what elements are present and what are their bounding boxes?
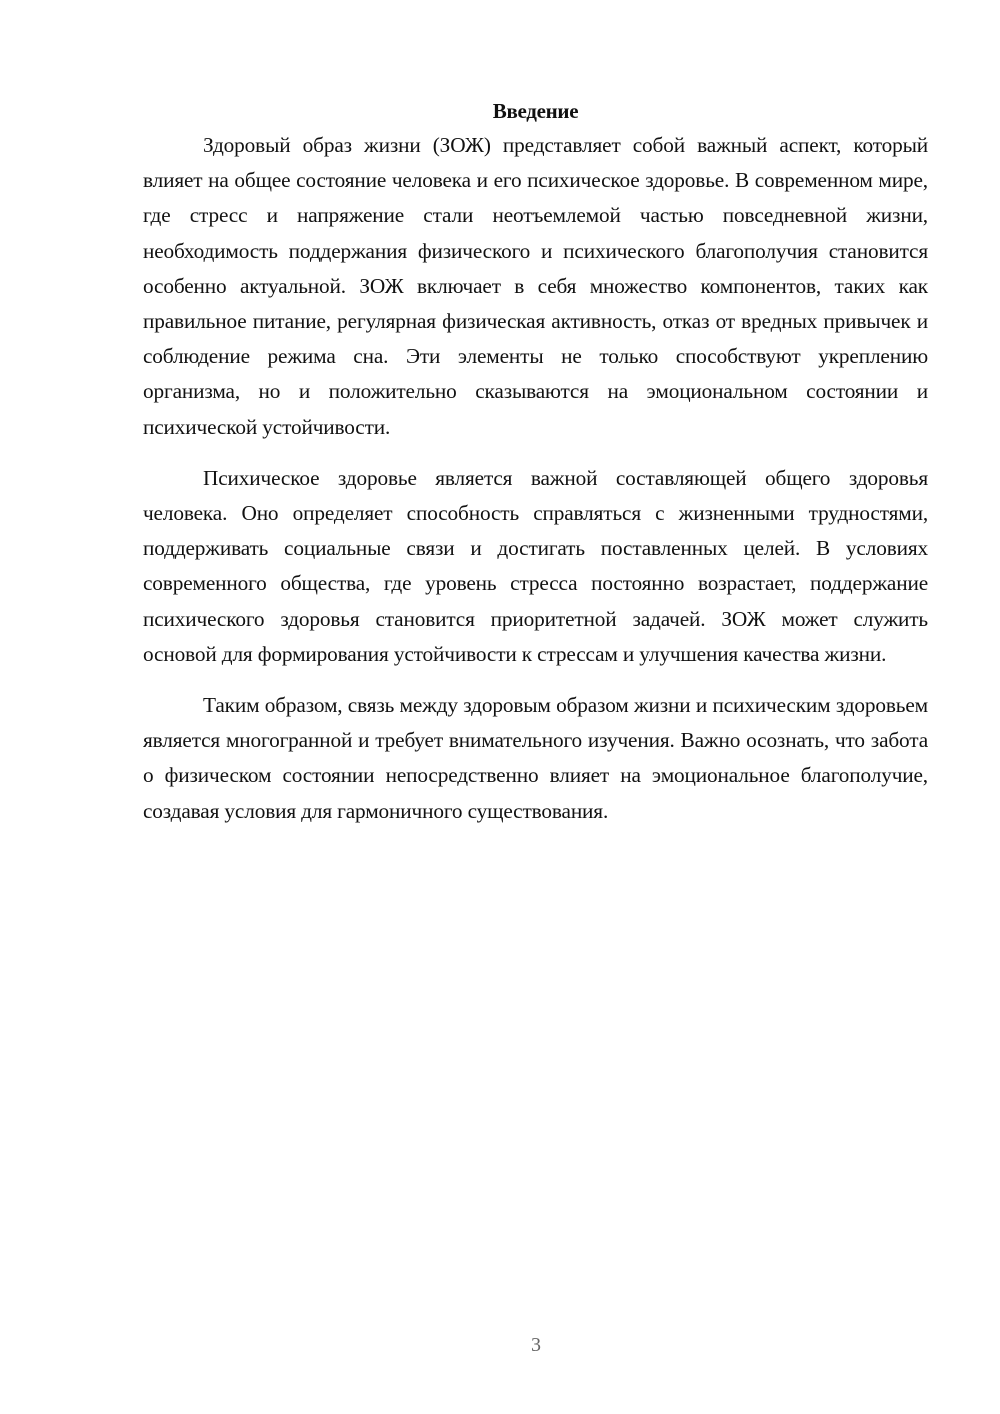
page-number: 3 [531, 1334, 541, 1356]
paragraph-3: Таким образом, связь между здоровым образом жизни и психическим здоровьем является многогранной и требует внимательного изучения. Важно осознать, что забота о физическом состоянии непосредственно влияет на эмоциональное благополучие, создавая условия для гармоничного существования. [143, 693, 928, 823]
document-page [143, 96, 928, 845]
paragraph-2: Психическое здоровье является важной составляющей общего здоровья человека. Оно определяет способность справляться с жизненными трудностями, поддерживать социальные связи и достигать поставленных целей. В условиях современного общества, где уровень стресса постоянно возрастает, поддержание психического здоровья становится приоритетной задачей. ЗОЖ может служить основой для формирования устойчивости к стрессам и улучшения качества жизни. [143, 465, 928, 666]
paragraph-1: Здоровый образ жизни (ЗОЖ) представляет собой важный аспект, который влияет на общее состояние человека и его психическое здоровье. В современном мире, где стресс и напряжение стали неотъемлемой частью повседневной жизни, необходимость поддержания физического и психического благополучия становится особенно актуальной. ЗОЖ включает в себя множество компонентов, таких как правильное питание, регулярная физическая активность, отказ от вредных привычек и соблюдение режима сна. Эти элементы не только способствуют укреплению организма, но и положительно сказываются на эмоциональном состоянии и психической устойчивости. [143, 133, 928, 439]
section-title: Введение [492, 99, 579, 123]
